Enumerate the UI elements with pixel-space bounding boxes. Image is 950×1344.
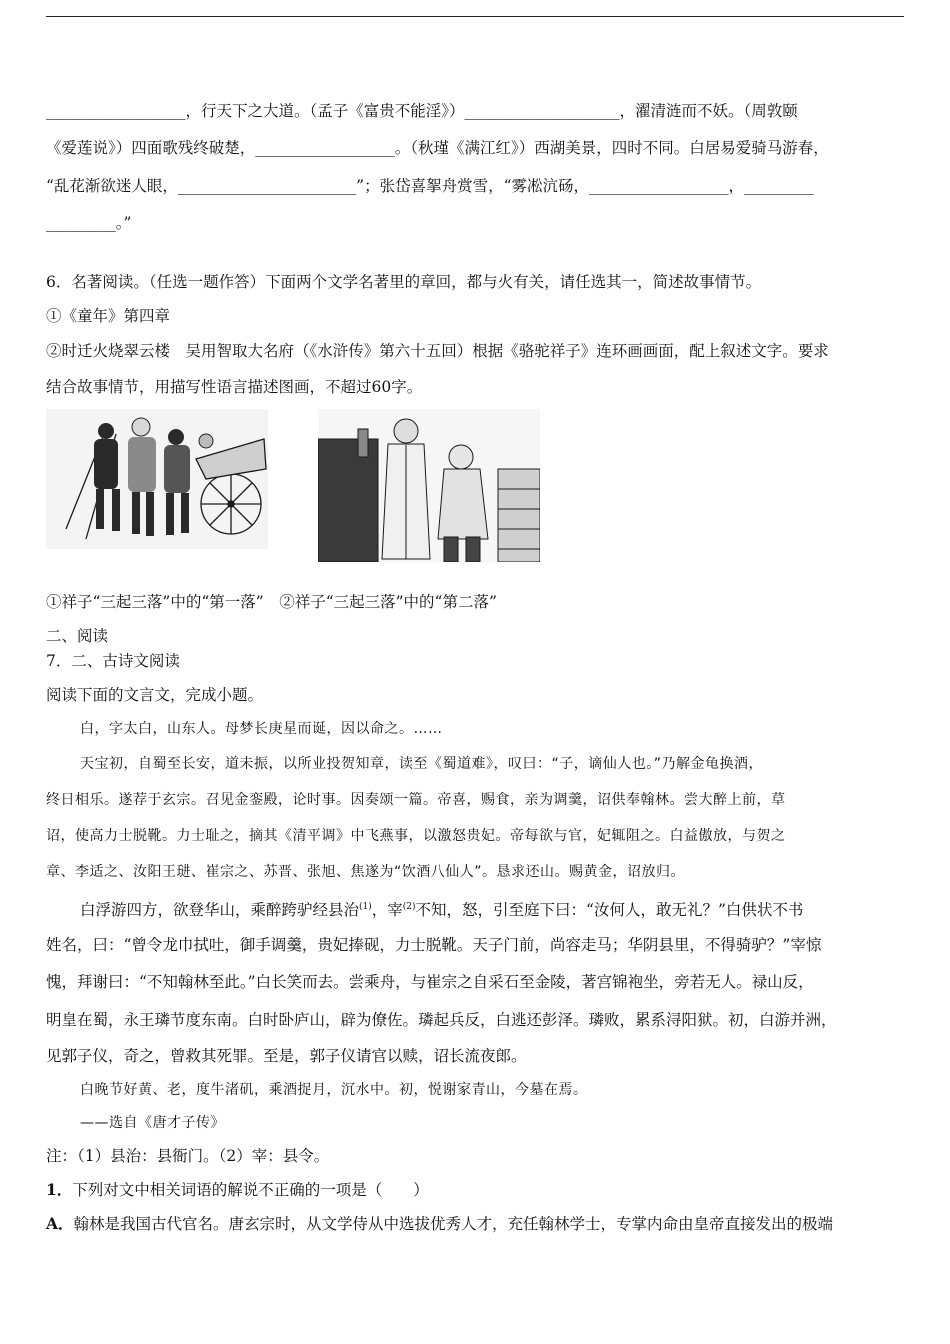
footnote-2-marker: (2) [402, 902, 416, 912]
passage-p3-line1 [80, 897, 803, 920]
passage-p3-text-c: 不知，怒，引至庭下曰：“汝何人，敢无礼？”白供状不书 [415, 901, 804, 919]
subquestion-1-text: 下列对文中相关词语的解说不正确的一项是（ ） [72, 1181, 429, 1199]
illustration-two-figures-icon [318, 409, 540, 562]
section-title: 二、阅读 [46, 627, 109, 645]
subquestion-1 [46, 1180, 429, 1200]
illustration-pulling-rickshaw-icon [46, 409, 268, 549]
option-a-text: 翰林是我国古代官名。唐玄宗时，从文学侍从中选拔优秀人才，充任翰林学士，专掌内命由皇帝直接发出的极端 [73, 1215, 834, 1233]
blank-line-2: 《爱莲说》）四面歌残终破楚，__________________。（秋瑾《满江红》）西湖美景，四时不同。白居易爱骑马游春， [46, 139, 829, 157]
reading-instruction: 阅读下面的文言文，完成小题。 [46, 686, 264, 704]
blank-line-3: “乱花渐欲迷人眼，_______________________”；张岱喜挐舟赏雪，“雾凇沆砀，__________________，_________ [46, 177, 814, 195]
q6-option-2: ②时迁火烧翠云楼 吴用智取大名府（《水浒传》第六十五回）根据《骆驼祥子》连环画画面，配上叙述文字。要求 [46, 342, 829, 360]
passage-p1: 白，字太白，山东人。母梦长庚星而诞，因以命之。…… [80, 721, 443, 737]
passage-p3-text-b: ，宰 [371, 901, 403, 919]
blank-line-4: _________。” [46, 214, 132, 232]
passage-p3-line4: 明皇在蜀，永王璘节度东南。白时卧庐山，辟为僚佐。璘起兵反，白逃还彭泽。璘败，累系浔阳狱。初，白游并洲， [46, 1011, 837, 1029]
footnotes: 注：（1）县治：县衙门。（2）宰：县令。 [46, 1147, 330, 1165]
top-rule [46, 16, 904, 17]
passage-p3-line3: 愧，拜谢曰：“不知翰林至此。”白长笑而去。尝乘舟，与崔宗之自采石至金陵，著宫锦袍坐，旁若无人。禄山反， [46, 973, 814, 991]
q6-prompt: 6．名著阅读。（任选一题作答）下面两个文学名著里的章回，都与火有关，请任选其一，简述故事情节。 [46, 273, 762, 291]
option-a [46, 1214, 833, 1234]
passage-p3-text-a: 白浮游四方，欲登华山，乘醉跨驴经县治 [80, 901, 360, 919]
q6-option-1: ①《童年》第四章 [46, 307, 171, 325]
passage-p4: 白晚节好黄、老，度牛渚矶，乘酒捉月，沉水中。初，悦谢家青山，今墓在焉。 [80, 1082, 588, 1098]
passage-p2-line2: 终日相乐。遂荐于玄宗。召见金銮殿，论时事。因奏颂一篇。帝喜，赐食，亲为调羹，诏供奉翰林。尝大醉上前，草 [46, 792, 786, 808]
passage-p2-line3: 诏，使高力士脱靴。力士耻之，摘其《清平调》中飞燕事，以激怒贵妃。帝每欲与官，妃辄阻之。白益傲放，与贺之 [46, 828, 786, 844]
passage-p2-line1: 天宝初，自蜀至长安，道未振，以所业投贺知章，读至《蜀道难》，叹曰：“子，谪仙人也。”乃解金龟换酒， [80, 756, 764, 772]
q6-requirement: 结合故事情节，用描写性语言描述图画，不超过60字。 [46, 378, 423, 396]
passage-p3-line2: 姓名，曰：“曾令龙巾拭吐，御手调羹，贵妃捧砚，力士脱靴。天子门前，尚容走马；华阴县里，不得骑驴？”宰惊 [46, 936, 822, 954]
option-a-label: A． [46, 1214, 74, 1233]
footnote-1-marker: (1) [359, 902, 372, 912]
passage-source: ——选自《唐才子传》 [80, 1115, 225, 1131]
passage-p3-line5: 见郭子仪，奇之，曾救其死罪。至是，郭子仪请官以赎，诏长流夜郎。 [46, 1047, 527, 1065]
illustration-captions: ①祥子“三起三落”中的“第一落” ②祥子“三起三落”中的“第二落” [46, 593, 497, 611]
passage-p2-line4: 章、李适之、汝阳王琎、崔宗之、苏晋、张旭、焦遂为“饮酒八仙人”。恳求还山。赐黄金，诏放归。 [46, 864, 686, 880]
blank-line-1: __________________，行天下之大道。（孟子《富贵不能淫》）____________________，濯清涟而不妖。（周敦颐 [46, 102, 798, 120]
subquestion-1-number: 1． [46, 1180, 73, 1199]
q7-title: 7．二、古诗文阅读 [46, 652, 180, 670]
